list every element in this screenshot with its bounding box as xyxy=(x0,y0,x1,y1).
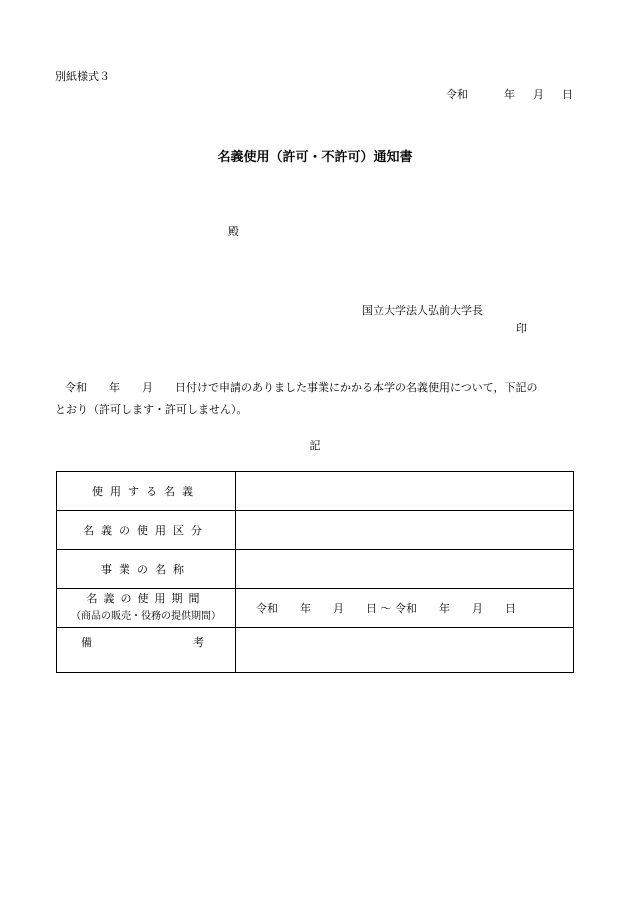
table-row xyxy=(57,550,574,589)
header-date-era: 令和 xyxy=(446,88,468,101)
body-line-2: とおり（許可します・許可しません）。 xyxy=(55,403,248,416)
table-row xyxy=(57,472,574,511)
body-line-1: 令和 年 月 日付けで申請のありました事業にかかる本学の名義使用について，下記の xyxy=(65,381,538,394)
value-name-used xyxy=(236,472,574,511)
label-project-name: 事業の名称 xyxy=(57,550,236,589)
label-remarks-right: 考 xyxy=(193,636,211,649)
detail-table xyxy=(56,471,574,673)
addressee-suffix: 殿 xyxy=(228,225,239,238)
body-text xyxy=(55,377,580,421)
label-remarks-left: 備 xyxy=(81,636,99,649)
value-usage-period: 令和 年 月 日 ～ 令和 年 月 日 xyxy=(236,589,574,628)
label-remarks xyxy=(57,628,236,673)
label-usage-period-sub: （商品の販売・役務の提供期間） xyxy=(71,611,221,622)
table-row xyxy=(57,511,574,550)
ki-heading: 記 xyxy=(309,439,321,452)
table-row xyxy=(57,628,574,673)
document-title: 名義使用（許可・不許可）通知書 xyxy=(217,150,413,165)
value-project-name xyxy=(236,550,574,589)
value-usage-category xyxy=(236,511,574,550)
issuer-name: 国立大学法人弘前大学長 xyxy=(362,304,483,317)
header-date-year: 年 xyxy=(504,88,515,101)
seal-mark: 印 xyxy=(516,322,527,335)
header-date xyxy=(446,86,573,102)
label-name-used: 使用する名義 xyxy=(57,472,236,511)
value-remarks xyxy=(236,628,574,673)
label-usage-period xyxy=(57,589,236,628)
label-usage-period-main: 名義の使用期間 xyxy=(86,592,206,605)
header-date-month: 月 xyxy=(533,88,544,101)
table-row xyxy=(57,589,574,628)
label-usage-category: 名義の使用区分 xyxy=(57,511,236,550)
form-number: 別紙様式３ xyxy=(55,70,110,83)
header-date-day: 日 xyxy=(562,88,573,101)
